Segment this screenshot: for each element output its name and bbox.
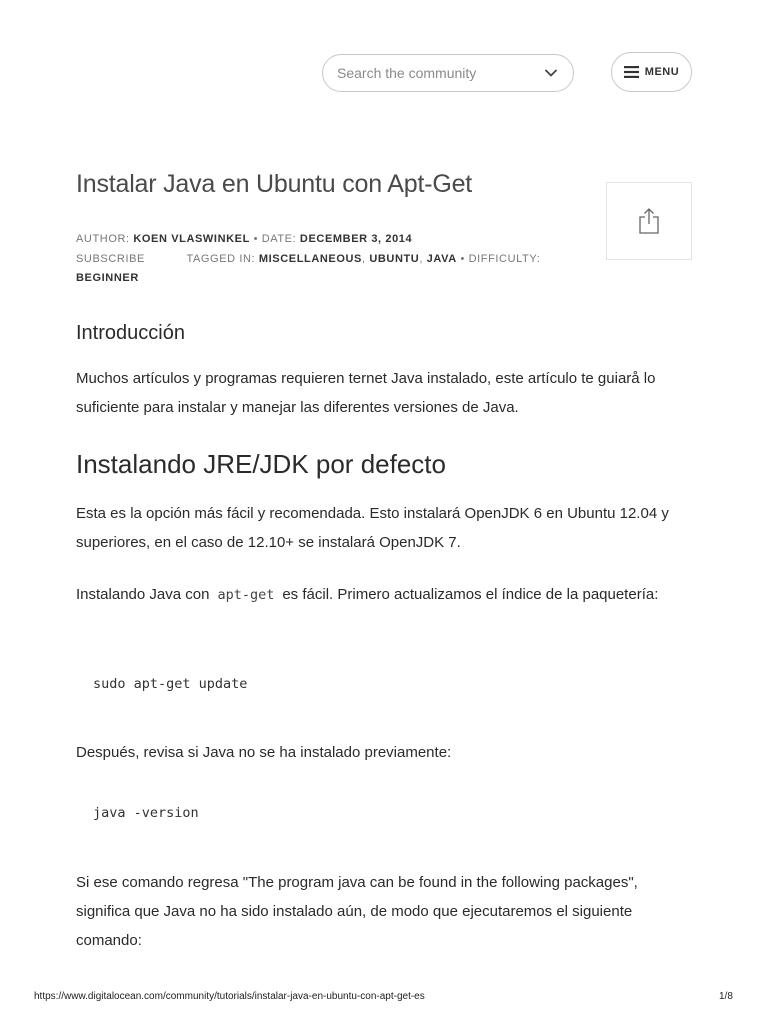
search-input[interactable] (337, 65, 543, 81)
paragraph-2-after: es fácil. Primero actualizamos el índice de la paquetería: (282, 586, 659, 603)
author-name[interactable]: KOEN VLASWINKEL (133, 233, 250, 245)
code-block-1: sudo apt-get update (93, 676, 248, 692)
tagged-label: TAGGED IN: (186, 253, 256, 265)
hamburger-icon (624, 66, 639, 78)
article-date: DECEMBER 3, 2014 (299, 233, 413, 245)
search-box[interactable] (322, 54, 574, 92)
paragraph-1: Esta es la opción más fácil y recomendada. Esto instalará OpenJDK 6 en Ubuntu 12.04 y superiores, en el caso de 12.10+ se instalará OpenJDK 7. (76, 505, 669, 551)
menu-button[interactable] (611, 52, 692, 92)
code-block-2: java -version (93, 805, 199, 821)
difficulty-value[interactable]: BEGINNER (76, 272, 139, 284)
subscribe-link[interactable]: SUBSCRIBE (76, 253, 145, 265)
section-heading: Instalando JRE/JDK por defecto (76, 449, 446, 479)
tag-link-miscellaneous[interactable]: MISCELLANEOUS (258, 253, 362, 265)
page-number: 1/8 (719, 991, 733, 1002)
meta-separator: • (253, 233, 259, 245)
paragraph-3: Después, revisa si Java no se ha instalado previamente: (76, 744, 452, 761)
article-meta-line2: SUBSCRIBE TAGGED IN: MISCELLANEOUS, UBUNTU, JAVA • DIFFICULTY: (76, 253, 541, 265)
intro-paragraph: Muchos artículos y programas requieren ternet Java instalado, este artículo te guiarå lo suficiente para instalar y manejar las diferentes versiones de Java. (76, 370, 656, 416)
author-label: AUTHOR: (76, 233, 130, 245)
menu-label: MENU (644, 66, 680, 78)
paragraph-2 (76, 580, 692, 610)
inline-code: apt-get (217, 587, 275, 603)
intro-heading: Introducción (76, 322, 185, 344)
tag-link-ubuntu[interactable]: UBUNTU (369, 253, 420, 265)
chevron-down-icon[interactable] (543, 65, 559, 81)
article-meta-line1 (76, 229, 576, 249)
share-icon (638, 207, 660, 235)
share-button[interactable] (606, 182, 692, 260)
paragraph-4: Si ese comando regresa "The program java can be found in the following packages", significa que Java no ha sido instalado aún, de modo que ejecutaremos el siguiente comando: (76, 874, 638, 949)
difficulty-label: DIFFICULTY: (468, 253, 541, 265)
meta-separator: • (460, 253, 465, 265)
footer-url: https://www.digitalocean.com/community/tutorials/instalar-java-en-ubuntu-con-apt-get-es (34, 991, 425, 1002)
date-label: DATE: (261, 233, 297, 245)
page-title: Instalar Java en Ubuntu con Apt-Get (76, 170, 473, 198)
article-meta-line3 (76, 268, 576, 288)
tag-link-java[interactable]: JAVA (426, 253, 457, 265)
paragraph-2-before: Instalando Java con (76, 586, 210, 603)
